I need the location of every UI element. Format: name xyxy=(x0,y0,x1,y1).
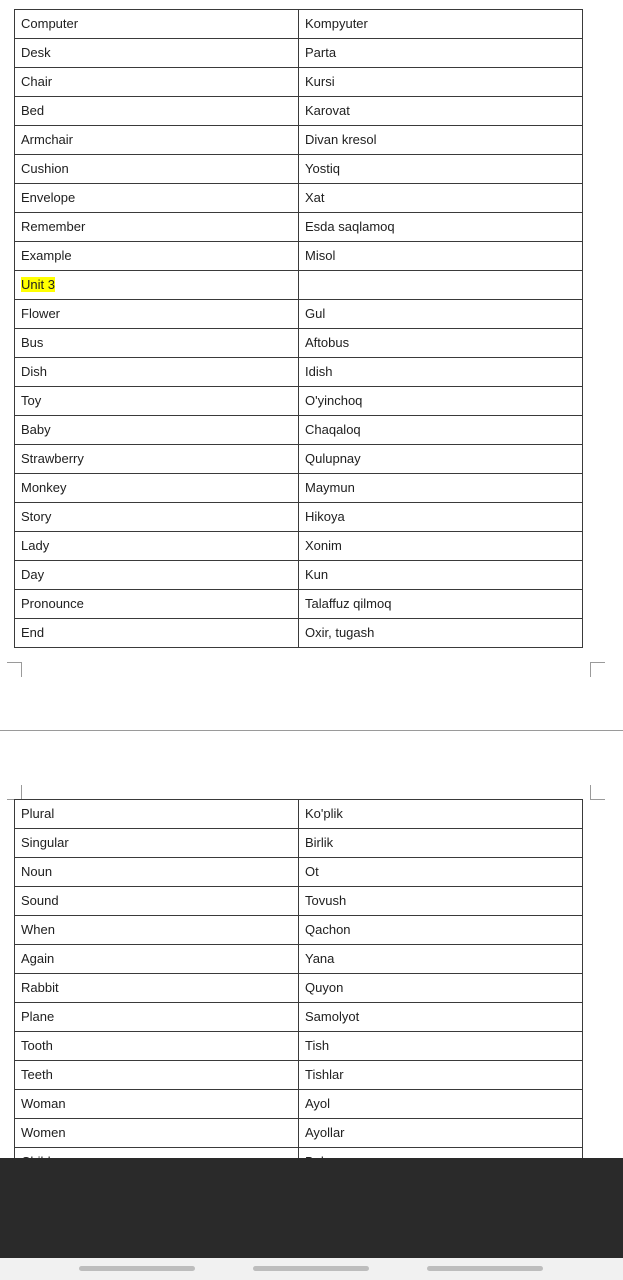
table-row xyxy=(15,1119,583,1148)
table-row xyxy=(15,1090,583,1119)
uzbek-translation-cell[interactable]: Kursi xyxy=(299,68,583,97)
uzbek-translation-cell[interactable]: Hikoya xyxy=(299,503,583,532)
uzbek-translation-cell[interactable]: Tish xyxy=(299,1032,583,1061)
page-margin-marker xyxy=(7,785,22,800)
english-word-cell[interactable]: Teeth xyxy=(15,1061,299,1090)
english-word-cell[interactable]: Armchair xyxy=(15,126,299,155)
table-row-unit-heading xyxy=(15,271,583,300)
english-word-cell[interactable]: Tooth xyxy=(15,1032,299,1061)
english-word-cell[interactable]: Remember xyxy=(15,213,299,242)
table-row xyxy=(15,242,583,271)
english-word-cell[interactable]: Bus xyxy=(15,329,299,358)
uzbek-translation-cell[interactable]: Ko'plik xyxy=(299,800,583,829)
table-row xyxy=(15,39,583,68)
uzbek-translation-cell[interactable]: Kun xyxy=(299,561,583,590)
table-row xyxy=(15,858,583,887)
uzbek-translation-cell[interactable]: Idish xyxy=(299,358,583,387)
table-row xyxy=(15,387,583,416)
english-word-cell[interactable]: Strawberry xyxy=(15,445,299,474)
english-word-cell[interactable]: End xyxy=(15,619,299,648)
english-word-cell[interactable]: Sound xyxy=(15,887,299,916)
nav-handle-center[interactable] xyxy=(253,1266,369,1271)
table-row xyxy=(15,503,583,532)
english-word-cell[interactable]: Pronounce xyxy=(15,590,299,619)
page-margin-marker xyxy=(7,662,22,677)
uzbek-translation-cell[interactable]: Gul xyxy=(299,300,583,329)
uzbek-translation-cell[interactable]: Qulupnay xyxy=(299,445,583,474)
english-word-cell[interactable]: Singular xyxy=(15,829,299,858)
english-word-cell[interactable]: Bed xyxy=(15,97,299,126)
english-word-cell[interactable]: Desk xyxy=(15,39,299,68)
english-word-cell[interactable]: Envelope xyxy=(15,184,299,213)
table-row xyxy=(15,474,583,503)
english-word-cell[interactable]: Monkey xyxy=(15,474,299,503)
english-word-cell[interactable]: Plane xyxy=(15,1003,299,1032)
page-margin-marker xyxy=(590,662,605,677)
table-row xyxy=(15,184,583,213)
table-row xyxy=(15,97,583,126)
english-word-cell[interactable]: Again xyxy=(15,945,299,974)
table-row xyxy=(15,300,583,329)
vocabulary-table-page-2 xyxy=(14,799,583,1177)
uzbek-translation-cell[interactable]: Qachon xyxy=(299,916,583,945)
table-body-page-1 xyxy=(15,10,583,648)
english-word-cell[interactable]: Dish xyxy=(15,358,299,387)
vocabulary-table-page-1 xyxy=(14,9,583,648)
table-row xyxy=(15,561,583,590)
table-row xyxy=(15,590,583,619)
table-row xyxy=(15,68,583,97)
uzbek-translation-cell[interactable]: Tishlar xyxy=(299,1061,583,1090)
table-row xyxy=(15,887,583,916)
uzbek-translation-cell[interactable]: O'yinchoq xyxy=(299,387,583,416)
english-word-cell[interactable]: Flower xyxy=(15,300,299,329)
uzbek-translation-cell[interactable] xyxy=(299,271,583,300)
uzbek-translation-cell[interactable]: Misol xyxy=(299,242,583,271)
table-row xyxy=(15,1003,583,1032)
uzbek-translation-cell[interactable]: Ot xyxy=(299,858,583,887)
uzbek-translation-cell[interactable]: Tovush xyxy=(299,887,583,916)
uzbek-translation-cell[interactable]: Chaqaloq xyxy=(299,416,583,445)
english-word-cell[interactable]: Chair xyxy=(15,68,299,97)
table-row xyxy=(15,945,583,974)
uzbek-translation-cell[interactable]: Ayol xyxy=(299,1090,583,1119)
nav-handle-right[interactable] xyxy=(427,1266,543,1271)
english-word-cell[interactable]: Lady xyxy=(15,532,299,561)
bottom-overlay-panel xyxy=(0,1158,623,1258)
table-row xyxy=(15,329,583,358)
uzbek-translation-cell[interactable]: Birlik xyxy=(299,829,583,858)
uzbek-translation-cell[interactable]: Karovat xyxy=(299,97,583,126)
uzbek-translation-cell[interactable]: Esda saqlamoq xyxy=(299,213,583,242)
table-row xyxy=(15,974,583,1003)
unit-heading-highlight: Unit 3 xyxy=(21,277,55,292)
table-row xyxy=(15,445,583,474)
uzbek-translation-cell[interactable]: Xat xyxy=(299,184,583,213)
english-word-cell[interactable]: Noun xyxy=(15,858,299,887)
uzbek-translation-cell[interactable]: Ayollar xyxy=(299,1119,583,1148)
table-row xyxy=(15,532,583,561)
uzbek-translation-cell[interactable]: Kompyuter xyxy=(299,10,583,39)
table-row xyxy=(15,619,583,648)
table-row xyxy=(15,358,583,387)
english-word-cell[interactable]: Toy xyxy=(15,387,299,416)
uzbek-translation-cell[interactable]: Aftobus xyxy=(299,329,583,358)
document-page-2 xyxy=(0,731,623,1158)
uzbek-translation-cell[interactable]: Maymun xyxy=(299,474,583,503)
system-navigation-bar xyxy=(0,1258,623,1280)
uzbek-translation-cell[interactable]: Xonim xyxy=(299,532,583,561)
uzbek-translation-cell[interactable]: Parta xyxy=(299,39,583,68)
uzbek-translation-cell[interactable]: Yostiq xyxy=(299,155,583,184)
english-word-cell[interactable]: Women xyxy=(15,1119,299,1148)
table-row xyxy=(15,155,583,184)
table-row xyxy=(15,1032,583,1061)
english-word-cell[interactable]: Cushion xyxy=(15,155,299,184)
uzbek-translation-cell[interactable]: Talaffuz qilmoq xyxy=(299,590,583,619)
english-word-cell[interactable]: Example xyxy=(15,242,299,271)
uzbek-translation-cell[interactable]: Samolyot xyxy=(299,1003,583,1032)
uzbek-translation-cell[interactable]: Divan kresol xyxy=(299,126,583,155)
table-row xyxy=(15,916,583,945)
english-word-cell[interactable]: Computer xyxy=(15,10,299,39)
uzbek-translation-cell[interactable]: Oxir, tugash xyxy=(299,619,583,648)
uzbek-translation-cell[interactable]: Yana xyxy=(299,945,583,974)
table-row xyxy=(15,10,583,39)
table-row xyxy=(15,800,583,829)
english-word-cell[interactable]: When xyxy=(15,916,299,945)
uzbek-translation-cell[interactable]: Quyon xyxy=(299,974,583,1003)
english-word-cell[interactable]: Day xyxy=(15,561,299,590)
table-row xyxy=(15,1061,583,1090)
english-word-cell[interactable]: Baby xyxy=(15,416,299,445)
table-row xyxy=(15,213,583,242)
unit-heading-cell[interactable] xyxy=(15,271,299,300)
page-margin-marker xyxy=(590,785,605,800)
table-body-page-2 xyxy=(15,800,583,1177)
table-row xyxy=(15,416,583,445)
english-word-cell[interactable]: Woman xyxy=(15,1090,299,1119)
english-word-cell[interactable]: Plural xyxy=(15,800,299,829)
english-word-cell[interactable]: Rabbit xyxy=(15,974,299,1003)
table-row xyxy=(15,829,583,858)
english-word-cell[interactable]: Story xyxy=(15,503,299,532)
table-row xyxy=(15,126,583,155)
nav-handle-left[interactable] xyxy=(79,1266,195,1271)
